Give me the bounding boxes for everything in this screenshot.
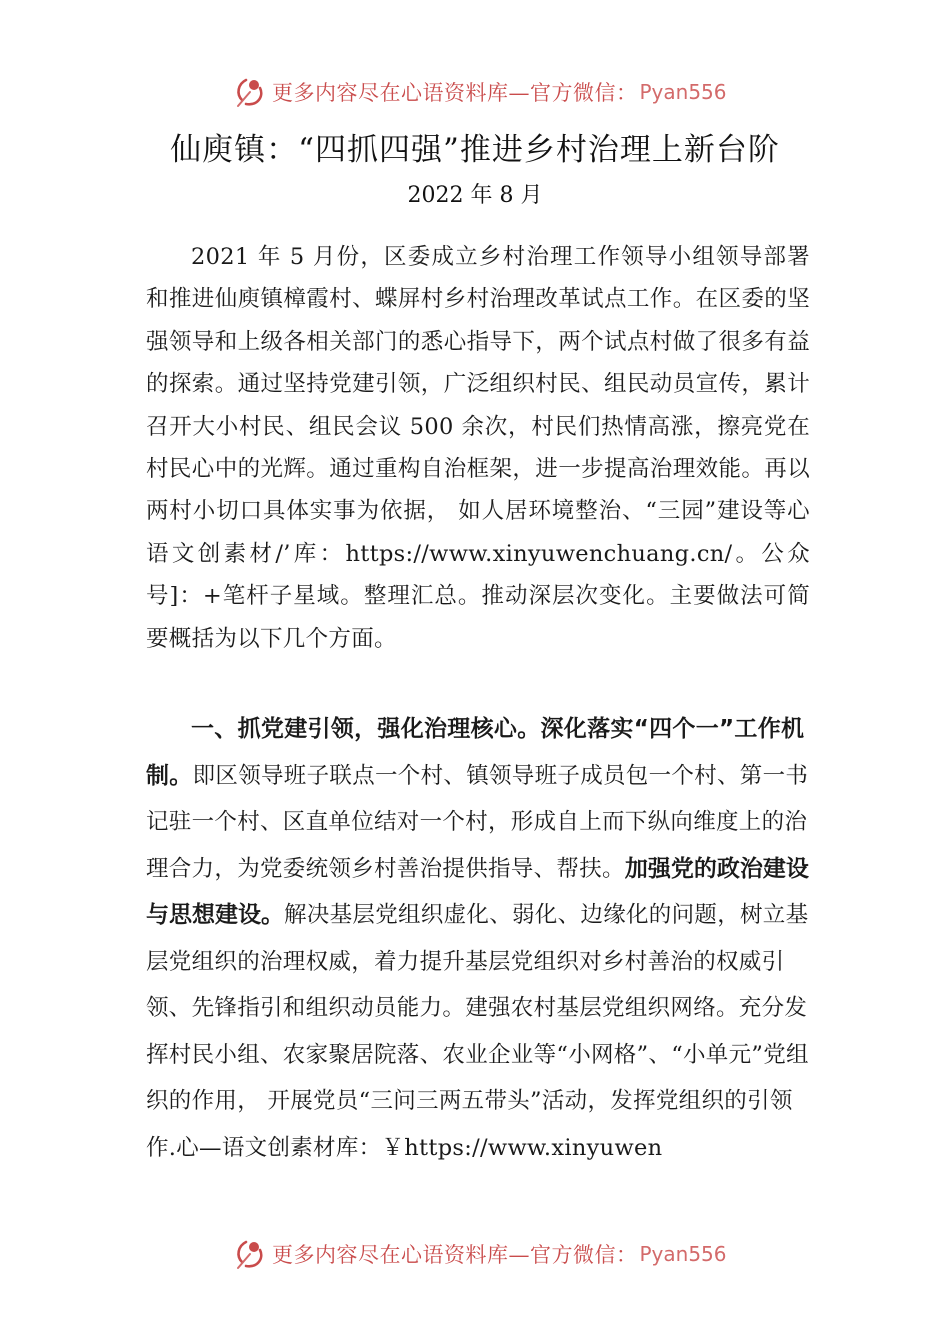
watermark-wechat-id: Pyan556 — [639, 80, 727, 104]
watermark-top — [232, 72, 727, 112]
section-text-2: 解决基层党组织虚化、弱化、边缘化的问题，树立基层党组织的治理权威，着力提升基层党组织对乡村善治的权威引领、先锋指引和组织动员能力。建强农村基层党组织网络。充分发挥村民小组、农家聚居院落、农业企业等“小网格”、“小单元”党组织的作用， 开展党员“三问三两五带头”活动，发挥党组织的引领作.心—语文创素材库：￥https://www.xinyuwen — [146, 902, 809, 1161]
watermark-text: 更多内容尽在心语资料库—官方微信： — [272, 1243, 638, 1267]
bold-subheading-1: 深化落实“四个一”工作机制。 — [146, 716, 805, 789]
watermark-text: 更多内容尽在心语资料库—官方微信： — [272, 81, 638, 105]
paragraph-section-one — [146, 706, 810, 1171]
section-heading: 一、抓党建引领，强化治理核心。 — [191, 716, 541, 742]
watermark-bottom — [232, 1234, 727, 1274]
document-title: 仙庾镇：“四抓四强”推进乡村治理上新台阶 — [170, 132, 780, 168]
brand-logo-icon — [232, 74, 268, 110]
paragraph-intro: 2021 年 5 月份，区委成立乡村治理工作领导小组领导部署和推进仙庾镇樟霞村、蝶屏村乡村治理改革试点工作。在区委的坚强领导和上级各相关部门的悉心指导下，两个试点村做了很多有益的探索。通过坚持党建引领，广泛组织村民、组民动员宣传，累计召开大小村民、组民会议 500 余次，村民们热情高涨，擦亮党在村民心中的光辉。通过重构自治框架，进一步提高治理效能。再以两村小切口具体实事为依据， 如人居环境整治、“三园”建设等心语文创素材/’库：https://www.xinyuwenchuang.cn/。公众号]：+笔杆子星域。整理汇总。推动深层次变化。主要做法可简要概括为以下几个方面。 — [146, 244, 810, 652]
section-text-1: 即区领导班子联点一个村、镇领导班子成员包一个村、第一书记驻一个村、区直单位结对一个村，形成自上而下纵向维度上的治理合力，为党委统领乡村善治提供指导、帮扶。 — [146, 762, 809, 882]
watermark-wechat-id: Pyan556 — [639, 1242, 727, 1266]
bold-subheading-2: 加强党的政治建设与思想建设。 — [146, 855, 809, 928]
brand-logo-icon — [232, 1236, 268, 1272]
document-date: 2022 年 8 月 — [407, 183, 543, 208]
